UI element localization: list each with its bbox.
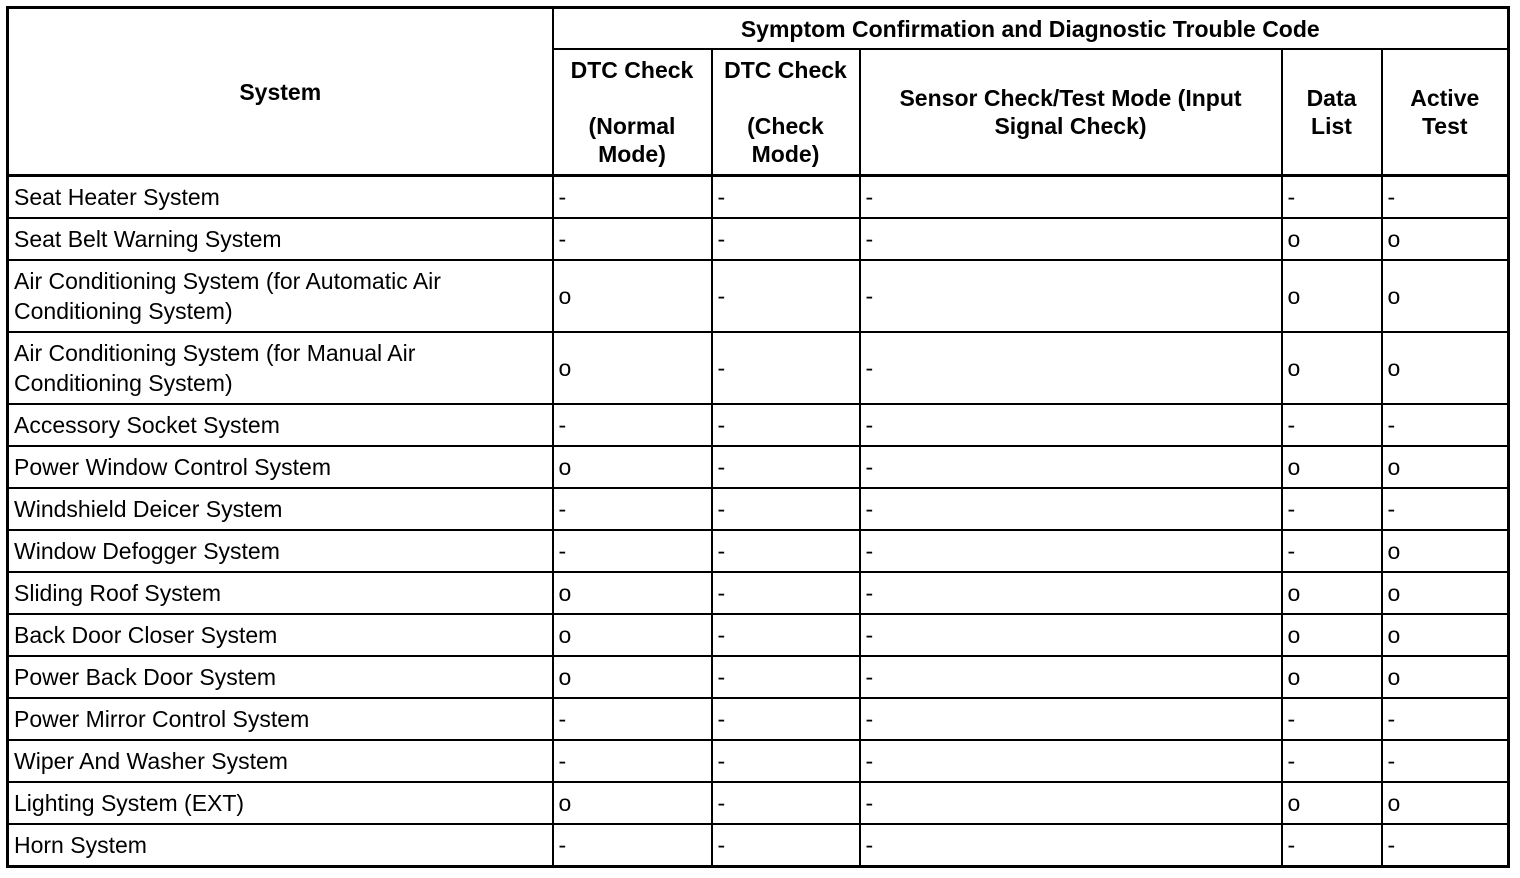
system-name-cell: Accessory Socket System [8,404,553,446]
value-cell: - [860,782,1282,824]
value-cell: o [1382,260,1509,332]
system-column-header: System [8,8,553,176]
value-cell: - [1382,740,1509,782]
value-cell: o [1382,446,1509,488]
table-row [8,824,1509,867]
dtc-normal-mode-header: DTC Check (Normal Mode) [553,49,712,176]
value-cell: - [1282,740,1382,782]
value-cell: - [860,446,1282,488]
value-cell: - [1382,404,1509,446]
value-cell: - [860,656,1282,698]
value-cell: - [1382,698,1509,740]
value-cell: - [553,404,712,446]
value-cell: - [712,332,860,404]
value-cell: o [1282,332,1382,404]
system-name-cell: Power Mirror Control System [8,698,553,740]
value-cell: o [553,782,712,824]
system-name-cell: Lighting System (EXT) [8,782,553,824]
value-cell: - [860,176,1282,219]
value-cell: - [860,572,1282,614]
value-cell: - [1382,488,1509,530]
active-test-header: Active Test [1382,49,1509,176]
value-cell: - [553,740,712,782]
dtc-check-mode-header: DTC Check (Check Mode) [712,49,860,176]
value-cell: - [712,824,860,867]
value-cell: - [860,488,1282,530]
table-row [8,530,1509,572]
value-cell: - [712,260,860,332]
value-cell: - [712,572,860,614]
value-cell: - [712,614,860,656]
value-cell: - [712,782,860,824]
value-cell: - [712,740,860,782]
value-cell: - [860,404,1282,446]
table-row [8,404,1509,446]
value-cell: - [553,824,712,867]
value-cell: - [712,656,860,698]
value-cell: - [712,404,860,446]
value-cell: - [712,530,860,572]
value-cell: - [860,218,1282,260]
table-row [8,332,1509,404]
value-cell: - [1382,176,1509,219]
value-cell: o [1282,656,1382,698]
value-cell: - [712,176,860,219]
value-cell: o [553,260,712,332]
value-cell: - [712,446,860,488]
value-cell: o [553,446,712,488]
diagnostic-table [6,6,1510,868]
value-cell: - [1282,824,1382,867]
value-cell: o [553,572,712,614]
value-cell: - [860,698,1282,740]
value-cell: o [1382,332,1509,404]
system-name-cell: Windshield Deicer System [8,488,553,530]
system-name-cell: Air Conditioning System (for Automatic Air Conditioning System) [8,260,553,332]
value-cell: o [1282,614,1382,656]
value-cell: o [1382,614,1509,656]
value-cell: o [1282,218,1382,260]
symptom-group-header: Symptom Confirmation and Diagnostic Trouble Code [553,8,1509,50]
value-cell: - [860,332,1282,404]
value-cell: - [1282,176,1382,219]
value-cell: o [553,656,712,698]
system-name-cell: Power Back Door System [8,656,553,698]
value-cell: - [860,614,1282,656]
value-cell: - [712,488,860,530]
value-cell: o [1382,530,1509,572]
table-row [8,782,1509,824]
data-list-header: Data List [1282,49,1382,176]
value-cell: - [712,698,860,740]
value-cell: - [1282,488,1382,530]
value-cell: o [1282,782,1382,824]
system-name-cell: Window Defogger System [8,530,553,572]
table-row [8,260,1509,332]
system-name-cell: Seat Heater System [8,176,553,219]
system-name-cell: Wiper And Washer System [8,740,553,782]
system-name-cell: Sliding Roof System [8,572,553,614]
table-row [8,656,1509,698]
value-cell: - [1282,404,1382,446]
value-cell: - [860,530,1282,572]
table-row [8,698,1509,740]
diagnostic-table-wrapper [6,6,1510,868]
table-row [8,446,1509,488]
value-cell: o [553,614,712,656]
sensor-check-header: Sensor Check/Test Mode (Input Signal Check) [860,49,1282,176]
value-cell: - [712,218,860,260]
value-cell: - [1382,824,1509,867]
value-cell: - [553,698,712,740]
value-cell: o [1382,656,1509,698]
system-name-cell: Seat Belt Warning System [8,218,553,260]
system-name-cell: Horn System [8,824,553,867]
value-cell: o [1282,572,1382,614]
value-cell: o [553,332,712,404]
system-name-cell: Air Conditioning System (for Manual Air Conditioning System) [8,332,553,404]
value-cell: o [1282,260,1382,332]
value-cell: o [1382,782,1509,824]
value-cell: o [1382,218,1509,260]
value-cell: - [553,176,712,219]
value-cell: o [1282,446,1382,488]
table-row [8,176,1509,219]
table-row [8,572,1509,614]
value-cell: o [1382,572,1509,614]
value-cell: - [860,740,1282,782]
value-cell: - [860,824,1282,867]
system-name-cell: Back Door Closer System [8,614,553,656]
table-row [8,740,1509,782]
system-name-cell: Power Window Control System [8,446,553,488]
value-cell: - [553,488,712,530]
value-cell: - [860,260,1282,332]
table-row [8,488,1509,530]
value-cell: - [1282,530,1382,572]
value-cell: - [1282,698,1382,740]
table-row [8,218,1509,260]
value-cell: - [553,218,712,260]
value-cell: - [553,530,712,572]
table-row [8,614,1509,656]
